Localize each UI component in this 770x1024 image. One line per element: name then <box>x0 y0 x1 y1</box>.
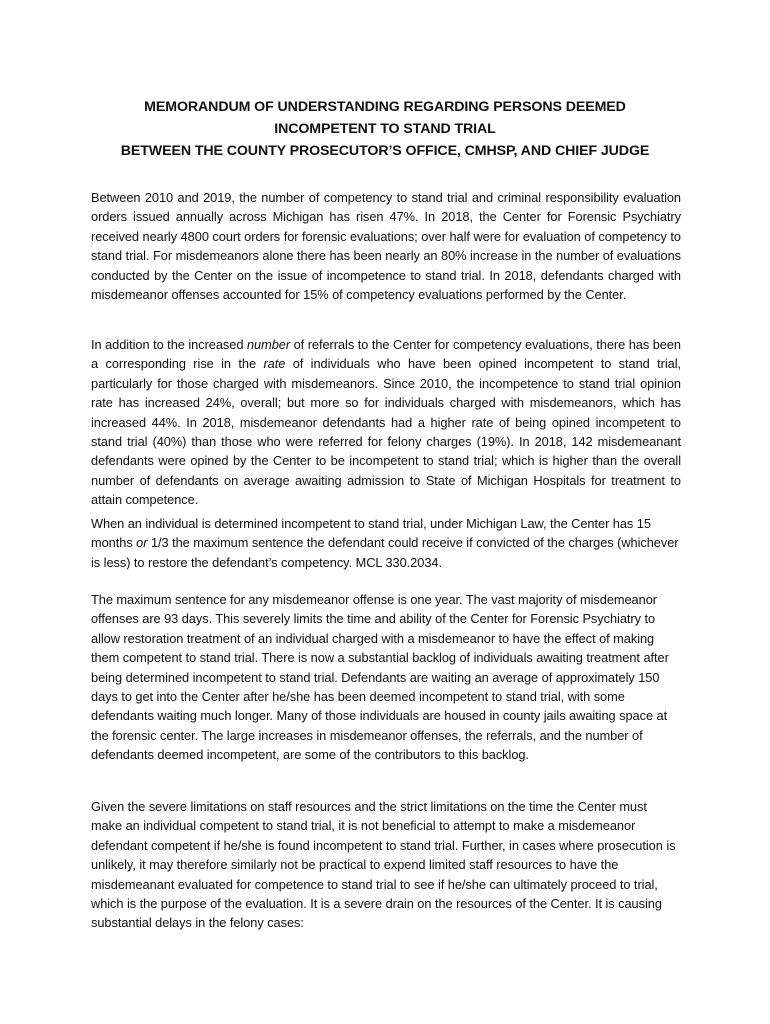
paragraph-2-text <box>91 335 681 510</box>
paragraph-3-text <box>91 514 681 572</box>
paragraph-3-part-1: When an individual is determined incompetent to stand trial, under Michigan Law, the Center has 15 months <box>91 516 651 551</box>
paragraph-incompetence-rates <box>91 335 681 510</box>
paragraph-evaluation-statistics <box>91 188 681 304</box>
paragraph-3-emphasis-or: or <box>136 535 148 551</box>
paragraph-resource-limitations <box>91 797 681 933</box>
paragraph-restoration-timeline <box>91 514 681 572</box>
title-line-1: MEMORANDUM OF UNDERSTANDING REGARDING PERSONS DEEMED <box>144 99 626 115</box>
paragraph-5-text: Given the severe limitations on staff resources and the strict limitations on the time the Center must make an individual competent to stand trial, it is not beneficial to attempt to make a misdemeanor defendant competent if he/she is found incompetent to stand trial. Further, in cases where prosecution is unlikely, it may therefore similarly not be practical to expend limited staff resources to have the misdemeanant evaluated for competence to stand trial to see if he/she can ultimately proceed to trial, which is the purpose of the evaluation. It is a severe drain on the resources of the Center. It is causing substantial delays in the felony cases: <box>91 799 676 931</box>
paragraph-2-emphasis-number: number <box>246 337 291 352</box>
paragraph-2-part-2: of referrals to the Center for competency evaluations, there has been a corresponding rise in the <box>91 337 681 372</box>
paragraph-3-part-2: 1/3 the maximum sentence the defendant could receive if convicted of the charges (whichever is less) to restore the defendant’s competency. MCL 330.2034. <box>91 535 679 570</box>
document-title <box>60 96 710 162</box>
paragraph-1-text: Between 2010 and 2019, the number of competency to stand trial and criminal responsibility evaluation orders issued annually across Michigan has risen 47%. In 2018, the Center for Forensic Psychiatry received nearly 4800 court orders for forensic evaluations; over half were for evaluation of competency to stand trial. For misdemeanors alone there has been nearly an 80% increase in the number of evaluations conducted by the Center on the issue of incompetence to stand trial. In 2018, defendants charged with misdemeanor offenses accounted for 15% of competency evaluations performed by the Center. <box>91 190 681 303</box>
title-line-2: INCOMPETENT TO STAND TRIAL <box>274 121 496 137</box>
paragraph-misdemeanor-backlog <box>91 590 681 765</box>
paragraph-2-emphasis-rate: rate <box>263 356 286 372</box>
paragraph-2-part-3: of individuals who have been opined incompetent to stand trial, particularly for those charged with misdemeanors. Since 2010, the incompetence to stand trial opinion rate has increased 24%, overall; but more so for individuals charged with misdemeanors, which has increased 44%. In 2018, misdemeanor defendants had a higher rate of being opined incompetent to stand trial (40%) than those who were referred for felony charges (19%). In 2018, 142 misdemeanant defendants were opined by the Center to be incompetent to stand trial; which is higher than the overall number of defendants on average awaiting admission to State of Michigan Hospitals for treatment to attain competence. <box>91 356 681 508</box>
paragraph-2-part-1: In addition to the increased <box>91 337 247 352</box>
title-line-3: BETWEEN THE COUNTY PROSECUTOR’S OFFICE, CMHSP, AND CHIEF JUDGE <box>120 143 650 159</box>
paragraph-4-text: The maximum sentence for any misdemeanor offense is one year. The vast majority of misdemeanor offenses are 93 days. This severely limits the time and ability of the Center for Forensic Psychiatry to allow restoration treatment of an individual charged with a misdemeanor to have the effect of making them competent to stand trial. There is now a substantial backlog of individuals awaiting treatment after being determined incompetent to stand trial. Defendants are waiting an average of approximately 150 days to get into the Center after he/she has been deemed incompetent to stand trial, with some defendants waiting much longer. Many of those individuals are housed in county jails awaiting space at the forensic center. The large increases in misdemeanor offenses, the referrals, and the number of defendants deemed incompetent, are some of the contributors to this backlog. <box>91 592 669 763</box>
